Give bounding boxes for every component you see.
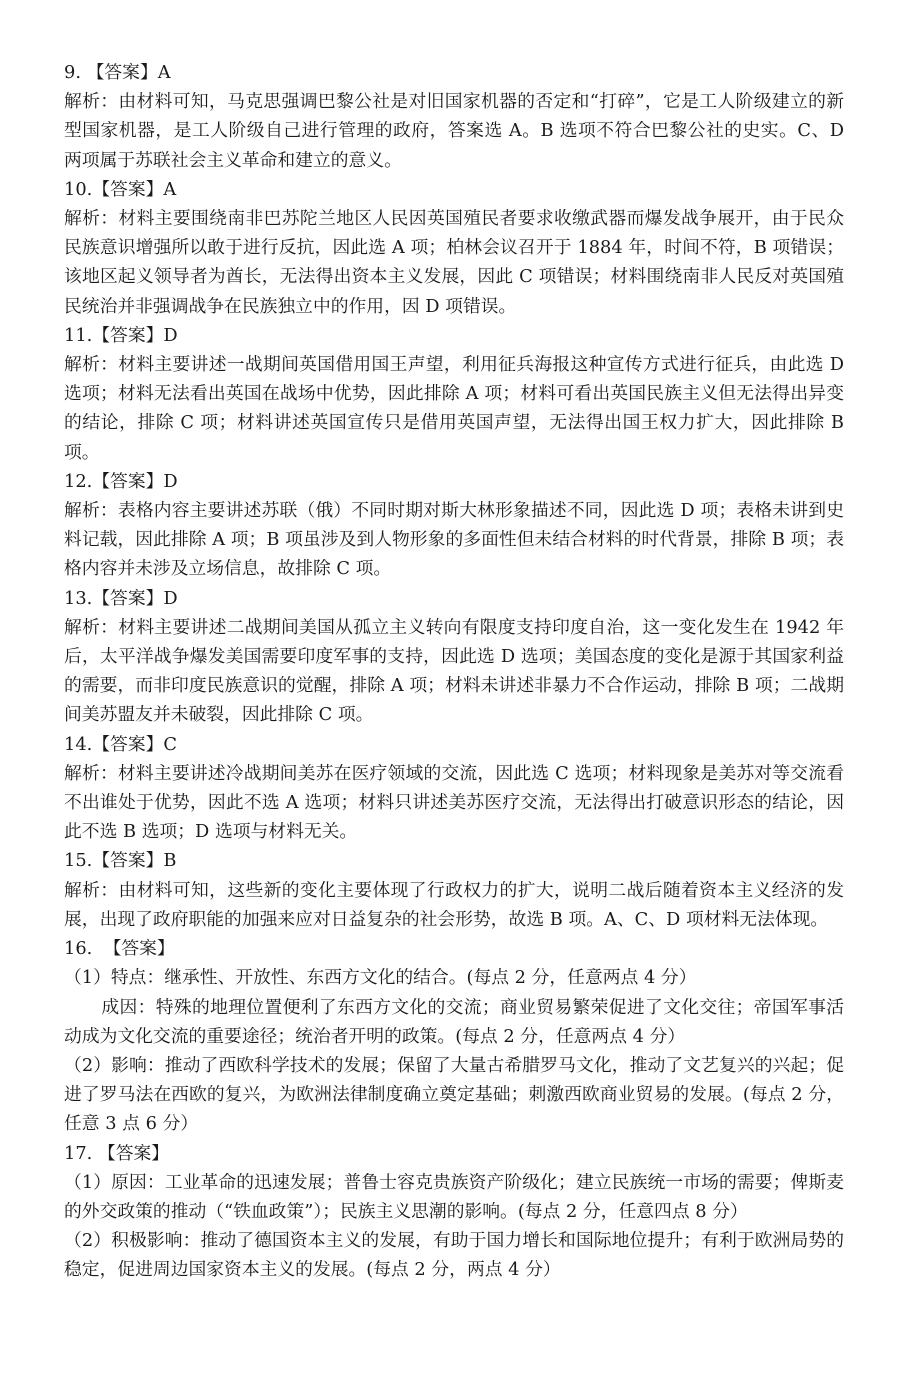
q16-part2: （2）影响：推动了西欧科学技术的发展；保留了大量古希腊罗马文化，推动了文艺复兴的兴起；促进了罗马法在西欧的复兴，为欧洲法律制度确立奠定基础；刺激西欧商业贸易的发展。(每点 2 分，任意 3 点 6 分） bbox=[64, 1054, 844, 1135]
q11-analysis: 解析：材料主要讲述一战期间英国借用国王声望，利用征兵海报这种宣传方式进行征兵，由此选 D 选项；材料无法看出英国在战场中优势，因此排除 A 项；材料可看出英国民族主义但无法得出异变的结论，排除 C 项；材料讲述英国宣传只是借用英国声望，无法得出国王权力扩大，因此排除 B 项。 bbox=[64, 354, 844, 463]
q10-analysis: 解析：材料主要围绕南非巴苏陀兰地区人民因英国殖民者要求收缴武器而爆发战争展开，由于民众民族意识增强所以敢于进行反抗，因此选 A 项；柏林会议召开于 1884 年，时间不符，B 项错误；该地区起义领导者为酋长，无法得出资本主义发展，因此 C 项错误；材料围绕南非人民反对英国殖民统治并非强调战争在民族独立中的作用，因 D 项错误。 bbox=[64, 208, 844, 317]
q14-answer: 14.【答案】C bbox=[64, 733, 178, 755]
answer-key-document bbox=[64, 58, 844, 1285]
q9-answer: 9. 【答案】A bbox=[64, 62, 171, 83]
q16-part1-causes: 成因：特殊的地理位置便利了东西方文化的交流；商业贸易繁荣促进了文化交往；帝国军事活动成为文化交流的重要途径；统治者开明的政策。(每点 2 分，任意两点 4 分） bbox=[64, 996, 844, 1047]
q15-analysis: 解析：由材料可知，这些新的变化主要体现了行政权力的扩大，说明二战后随着资本主义经济的发展，出现了政府职能的加强来应对日益复杂的社会形势，故选 B 项。A、C、D 项材料无法体现。 bbox=[64, 879, 844, 930]
q15-answer: 15.【答案】B bbox=[64, 850, 177, 872]
q10-answer: 10.【答案】A bbox=[64, 178, 177, 200]
q12-analysis: 解析：表格内容主要讲述苏联（俄）不同时期对斯大林形象描述不同，因此选 D 项；表格未讲到史料记载，因此排除 A 项；B 项虽涉及到人物形象的多面性但未结合材料的时代背景，排除 B 项；表格内容并未涉及立场信息，故排除 C 项。 bbox=[64, 500, 844, 580]
q12-answer: 12.【答案】D bbox=[64, 470, 178, 492]
q16-part1: （1）特点：继承性、开放性、东西方文化的结合。(每点 2 分，任意两点 4 分） bbox=[64, 967, 697, 989]
q17-answer: 17. 【答案】 bbox=[64, 1142, 170, 1164]
q14-analysis: 解析：材料主要讲述冷战期间美苏在医疗领域的交流，因此选 C 选项；材料现象是美苏对等交流看不出谁处于优势，因此不选 A 选项；材料只讲述美苏医疗交流，无法得出打破意识形态的结论，因此不选 B 选项；D 选项与材料无关。 bbox=[64, 762, 844, 843]
q17-part1: （1）原因：工业革命的迅速发展；普鲁士容克贵族资产阶级化；建立民族统一市场的需要；俾斯麦的外交政策的推动（“铁血政策”）；民族主义思潮的影响。(每点 2 分，任意四点 8 分） bbox=[64, 1171, 844, 1222]
q16-answer: 16. 【答案】 bbox=[64, 938, 175, 960]
q17-part2: （2）积极影响：推动了德国资本主义的发展，有助于国力增长和国际地位提升；有利于欧洲局势的稳定，促进周边国家资本主义的发展。(每点 2 分，两点 4 分） bbox=[64, 1230, 844, 1281]
q9-analysis: 解析：由材料可知，马克思强调巴黎公社是对旧国家机器的否定和“打碎”，它是工人阶级建立的新型国家机器，是工人阶级自己进行管理的政府，答案选 A。B 选项不符合巴黎公社的史实。C、D 两项属于苏联社会主义革命和建立的意义。 bbox=[64, 91, 844, 171]
q13-answer: 13.【答案】D bbox=[64, 587, 178, 609]
q11-answer: 11.【答案】D bbox=[64, 324, 178, 346]
q13-analysis: 解析：材料主要讲述二战期间美国从孤立主义转向有限度支持印度自治，这一变化发生在 1942 年后，太平洋战争爆发美国需要印度军事的支持，因此选 D 选项；美国态度的变化是源于其国家利益的需要，而非印度民族意识的觉醒，排除 A 项；材料未讲述非暴力不合作运动，排除 B 项；二战期间美苏盟友并未破裂，因此排除 C 项。 bbox=[64, 616, 844, 726]
